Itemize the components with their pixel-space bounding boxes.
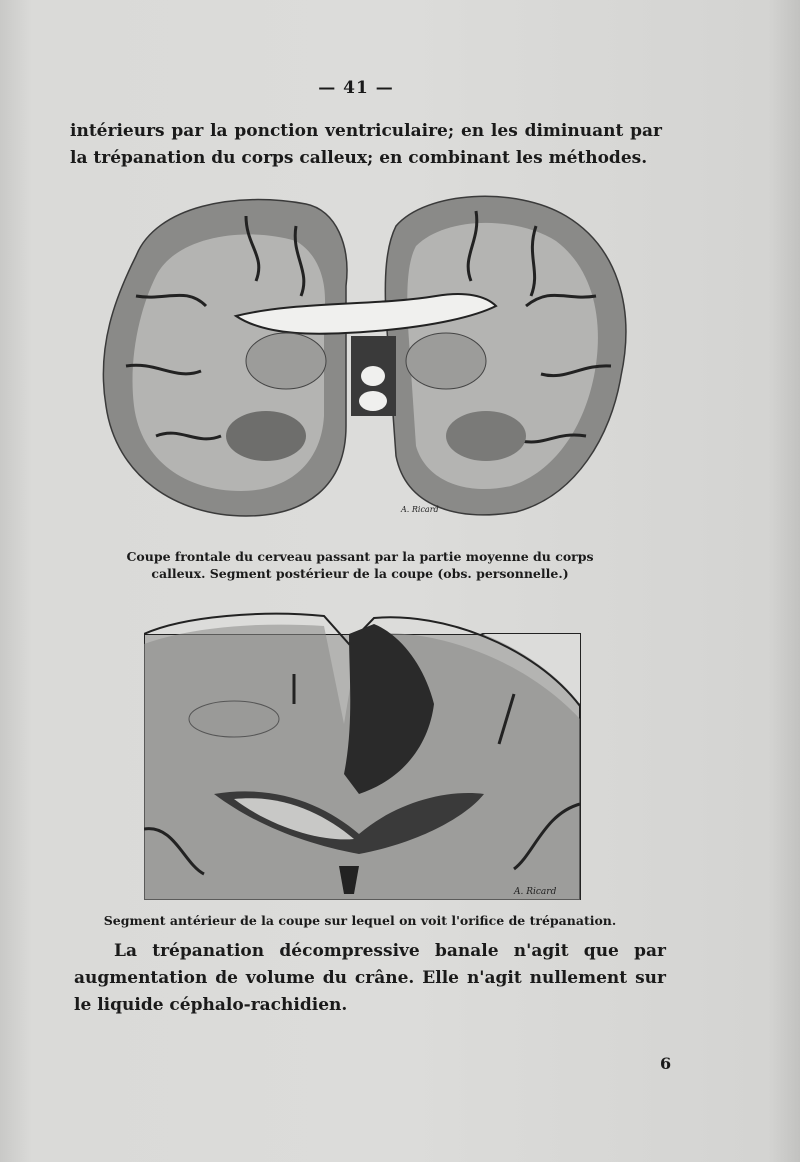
figure-1-caption: Coupe frontale du cerveau passant par la partie moyenne du corps calleux. Segment postérieur de la coupe (obs. personnelle.)	[126, 549, 594, 581]
top-paragraph: intérieurs par la ponction ventriculaire; en les diminuant par la trépanation du corps calleux; en combinant les méthodes.	[70, 121, 662, 168]
artist-signature-1: A. Ricard	[401, 505, 439, 514]
signature-mark: 6	[660, 1054, 672, 1073]
figure-2-caption: Segment antérieur de la coupe sur lequel on voit l'orifice de trépanation.	[103, 913, 617, 928]
page-number: — 41 —	[318, 78, 394, 98]
brain-frontal-section-figure	[96, 186, 636, 522]
bottom-paragraph-text: La trépanation décompressive banale n'agit que par augmentation de volume du crâne. Elle n'agit nullement sur le liquide céphalo-rachidien.	[74, 941, 666, 1015]
artist-signature-2: A. Ricard	[514, 887, 557, 897]
bottom-paragraph	[74, 938, 666, 1019]
brain-anterior-segment-figure	[144, 604, 584, 900]
